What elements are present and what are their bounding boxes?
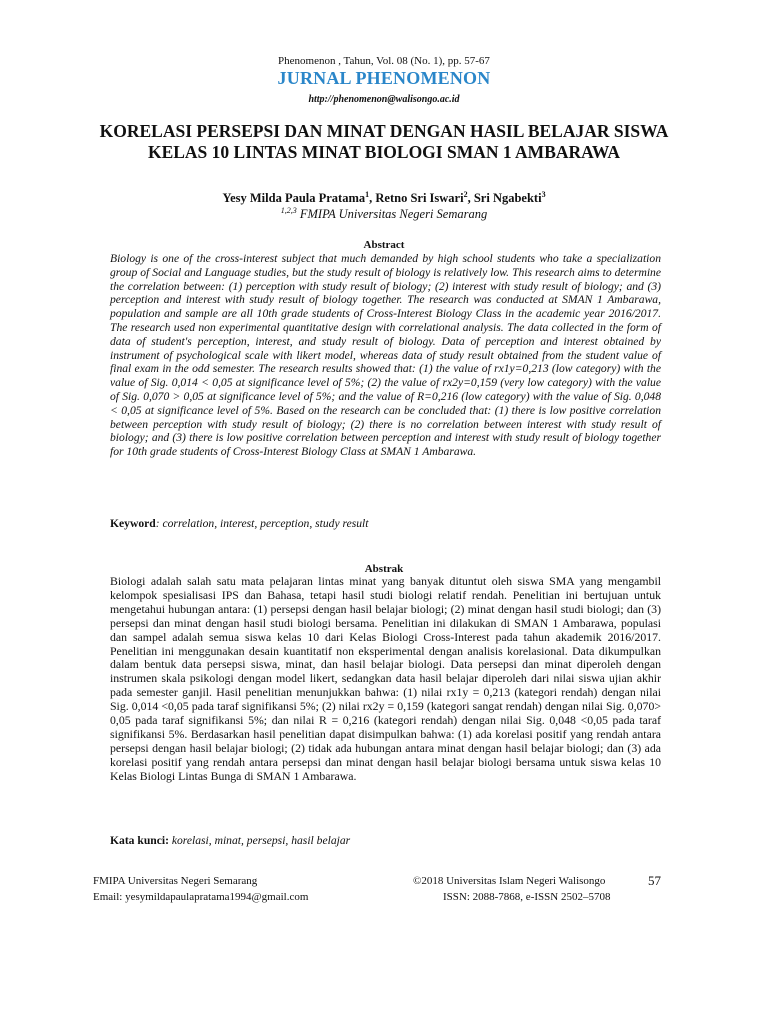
keywords-en-values: : correlation, interest, perception, study result (155, 517, 369, 530)
affiliation (0, 206, 768, 222)
abstract-en-text: Biology is one of the cross-interest subject that much demanded by high school students who take a specialization group of Social and Language studies, but the study result of biology is relatively low. This research aims to determine the correlation between: (1) perception with study result of biology; (2) interest with study result of biology; and (3) perception and interest with study result of biology together. The research was conducted at SMAN 1 Ambarawa, population and sample are all 10th grade students of Cross-Interest Biology Class in the academic year 2016/2017. The research used non experimental quantitative design with correlational analysis. The data collected in the form of data of student's perception, interest, and study result of biology. Data of perception and interest obtained by instrument of psychological scale with likert model, whereas data of study result obtained from the student value of final exam in the odd semester. The research results showed that: (1) the value of rx1y=0,213 (low category) with the value of Sig. 0,014 < 0,05 at significance level of 5%; (2) the value of rx2y=0,159 (very low category) with the value of Sig. 0,070 > 0,05 at significance level of 5%; and the value of R=0,216 (low category) with the value of Sig. 0,048 < 0,05 at significance level of 5%. Based on the research can be concluded that: (1) there is low positive correlation between perception with study result of biology; (2) there is no correlation between interest with study result of biology; and (3) there is low positive correlation between perception and interest with study result of biology together for 10th grade students of Cross-Interest Biology Class at SMAN 1 Ambarawa. (110, 252, 661, 459)
author-sep: , (369, 191, 376, 206)
keywords-id-values: korelasi, minat, persepsi, hasil belajar (168, 834, 351, 847)
abstract-id-heading: Abstrak (364, 563, 404, 575)
keywords-id (110, 834, 661, 847)
article-title: KORELASI PERSEPSI DAN MINAT DENGAN HASIL BELAJAR SISWA KELAS 10 LINTAS MINAT BIOLOGI SMAN 1 AMBARAWA (99, 121, 669, 162)
author-sup: 1 (365, 190, 370, 199)
author-list (0, 190, 768, 206)
footer-copyright: ©2018 Universitas Islam Negeri Walisongo (413, 875, 606, 887)
journal-url[interactable]: http://phenomenon@walisongo.ac.id (308, 94, 460, 105)
affiliation-sup: 1,2,3 (280, 206, 297, 215)
author-sep: , (467, 191, 474, 206)
citation-line: Phenomenon , Tahun, Vol. 08 (No. 1), pp. 57-67 (278, 55, 490, 67)
footer-institution: FMIPA Universitas Negeri Semarang (93, 875, 258, 887)
keywords-en (110, 517, 661, 530)
author-name: Sri Ngabekti (473, 191, 542, 206)
author-name: Yesy Milda Paula Pratama (222, 191, 366, 206)
author-sup: 3 (541, 190, 546, 199)
affiliation-text: FMIPA Universitas Negeri Semarang (296, 207, 488, 222)
author-sup: 2 (463, 190, 468, 199)
keywords-id-label: Kata kunci: (110, 834, 169, 847)
footer-issn: ISSN: 2088-7868, e-ISSN 2502–5708 (443, 891, 611, 903)
footer-email[interactable]: Email: yesymildapaulapratama1994@gmail.com (93, 891, 309, 903)
abstract-en-heading: Abstract (363, 239, 405, 251)
journal-name: JURNAL PHENOMENON (277, 68, 491, 88)
author-name: Retno Sri Iswari (375, 191, 464, 206)
page-number: 57 (648, 873, 661, 888)
abstract-id-text: Biologi adalah salah satu mata pelajaran lintas minat yang banyak dituntut oleh siswa SMA yang mengambil kelompok spesialisasi IPS dan Bahasa, tetapi hasil studi biologi relatif rendah. Penelitian ini bertujuan untuk mengetahui hubungan antara: (1) persepsi dengan hasil belajar biologi; (2) minat dengan hasil studi biologi; dan (3) persepsi dan minat dengan hasil studi biologi bersama. Penelitian ini dilakukan di SMAN 1 Ambarawa, populasi dan sampel adalah semua siswa kelas 10 dari Kelas Biologi Cross-Interest pada tahun akademik 2016/2017. Penelitian ini menggunakan desain kuantitatif non eksperimental dengan analisis korelasional. Data dikumpulkan dalam bentuk data persepsi siswa, minat, dan hasil belajar biologi. Data persepsi dan minat diperoleh dengan instrumen skala psikologi dengan model likert, sedangkan data hasil belajar diperoleh dari nilai siswa ujian akhir pada semester ganjil. Hasil penelitian menunjukkan bahwa: (1) nilai rx1y = 0,213 (kategori rendah) dengan nilai Sig. 0,014 <0,05 pada taraf signifikansi 5%; (2) nilai rx2y = 0,159 (kategori sangat rendah) dengan nilai Sig. 0,070> 0,05 pada taraf signifikansi 5%; dan nilai R = 0,216 (kategori rendah) dengan nilai Sig. 0,048 <0,05 pada taraf signifikansi 5%. Berdasarkan hasil penelitian dapat disimpulkan bahwa: (1) ada korelasi positif yang rendah antara persepsi dengan hasil belajar biologi; (2) tidak ada hubungan antara minat dengan hasil belajar biologi; dan (3) ada korelasi positif yang rendah antara persepsi dan minat dengan hasil belajar biologi bersama untuk siswa kelas 10 Kelas Biologi Lintas Bunga di SMAN 1 Ambarawa. (110, 574, 661, 783)
keywords-en-label: Keyword (110, 517, 156, 530)
